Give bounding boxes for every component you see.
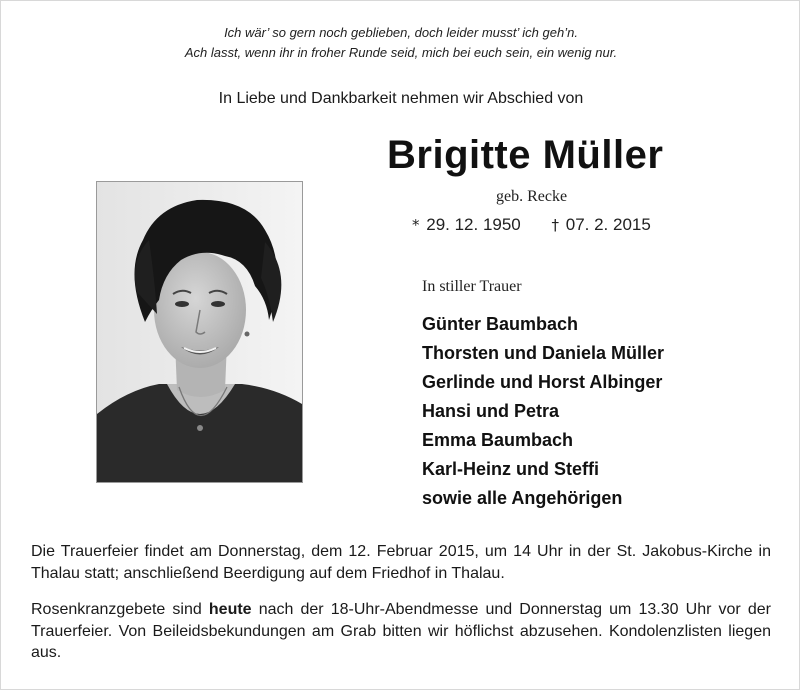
mourner-name: Gerlinde und Horst Albinger [422,372,663,392]
rosary-text-before: Rosenkranzgebete sind [31,601,202,618]
death-symbol: † [551,216,559,234]
life-dates [412,215,651,235]
mourner-name: Karl-Heinz und Steffi [422,459,600,479]
rosary-notice [31,599,771,664]
rosary-text-after: nach der 18-Uhr-Abendmesse und Donnerstag um 13.30 Uhr vor der Trauerfeier. Von Beileidsbekundungen am Grab bitten wir höflichst abzusehen. Kondolenzlisten liegen aus. [31,601,772,661]
mourner-name: sowie alle Angehörigen [422,488,623,508]
birth-name: geb. Recke [496,188,568,205]
funeral-notice: Die Trauerfeier findet am Donnerstag, dem 12. Februar 2015, um 14 Uhr in der St. Jakobus-Kirche in Thalau statt; anschließend Beerdigung auf dem Friedhof in Thalau. [31,543,771,582]
death-date: 07. 2. 2015 [565,215,651,234]
mourner-name: Günter Baumbach [422,314,579,334]
poem-line-1: Ich wär’ so gern noch geblieben, doch leider musst’ ich geh’n. [224,25,578,40]
poem-line-2: Ach lasst, wenn ihr in froher Runde seid, mich bei euch sein, ein wenig nur. [184,45,618,60]
poem [1,23,800,63]
mourner-list [422,310,664,513]
mourner-name: Hansi und Petra [422,401,560,421]
portrait-illustration [97,182,302,482]
rosary-highlight: heute [208,601,252,618]
birth-symbol: * [412,216,420,234]
mourning-intro: In stiller Trauer [422,278,522,295]
farewell-intro: In Liebe und Dankbarkeit nehmen wir Abschied von [218,90,584,107]
deceased-name: Brigitte Müller [387,133,664,177]
mourner-name: Emma Baumbach [422,430,574,450]
portrait-photo [96,181,303,483]
mourner-name: Thorsten und Daniela Müller [422,343,665,363]
birth-date: 29. 12. 1950 [426,215,521,234]
